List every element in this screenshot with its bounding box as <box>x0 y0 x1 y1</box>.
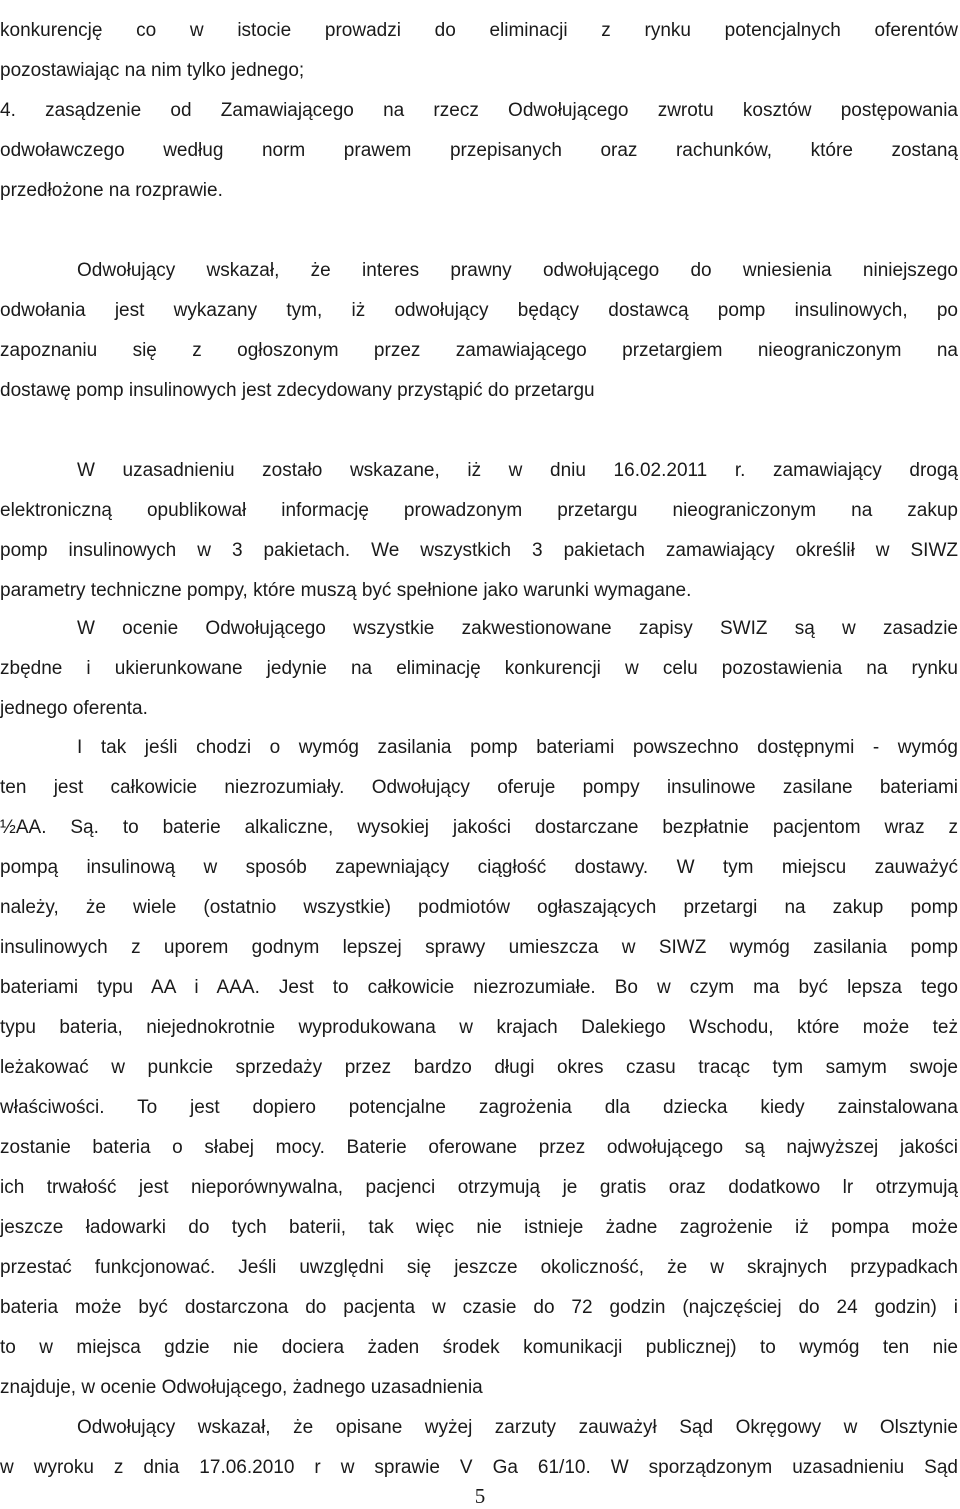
text-line: leżakować w punkcie sprzedaży przez bardzo długi okres czasu tracąc tym samym swoje <box>0 1057 958 1078</box>
text-line: ten jest całkowicie niezrozumiały. Odwołujący oferuje pompy insulinowe zasilane bateriami <box>0 777 958 798</box>
text-line: Odwołujący wskazał, że opisane wyżej zarzuty zauważył Sąd Okręgowy w Olsztynie <box>77 1417 958 1438</box>
text-line: 4. zasądzenie od Zamawiającego na rzecz Odwołującego zwrotu kosztów postępowania <box>0 100 958 121</box>
text-line: pozostawiając na nim tylko jednego; <box>0 60 305 81</box>
text-line: ich trwałość jest nieporównywalna, pacjenci otrzymują je gratis oraz dodatkowo lr otrzymują <box>0 1177 958 1198</box>
text-line: konkurencję co w istocie prowadzi do eliminacji z rynku potencjalnych oferentów <box>0 20 958 41</box>
text-line: insulinowych z uporem godnym lepszej sprawy umieszcza w SIWZ wymóg zasilania pomp <box>0 937 958 958</box>
text-line: zbędne i ukierunkowane jedynie na eliminację konkurencji w celu pozostawienia na rynku <box>0 658 958 679</box>
text-line: bateria może być dostarczona do pacjenta w czasie do 72 godzin (najczęściej do 24 godzin) i <box>0 1297 958 1318</box>
text-line: jeszcze ładowarki do tych baterii, tak więc nie istnieje żadne zagrożenie iż pompa może <box>0 1217 958 1238</box>
page-number: 5 <box>474 1484 486 1508</box>
text-line: znajduje, w ocenie Odwołującego, żadnego uzasadnienia <box>0 1377 483 1398</box>
text-line: odwołania jest wykazany tym, iż odwołujący będący dostawcą pomp insulinowych, po <box>0 300 958 321</box>
text-line: pomp insulinowych w 3 pakietach. We wszystkich 3 pakietach zamawiający określił w SIWZ <box>0 540 958 561</box>
text-line: zapoznaniu się z ogłoszonym przez zamawiającego przetargiem nieograniczonym na <box>0 340 958 361</box>
text-line: przestać funkcjonować. Jeśli uwzględni się jeszcze okoliczność, że w skrajnych przypadkach <box>0 1257 958 1278</box>
text-line: bateriami typu AA i AAA. Jest to całkowicie niezrozumiałe. Bo w czym ma być lepsza tego <box>0 977 958 998</box>
text-line: typu bateria, niejednokrotnie wyprodukowana w krajach Dalekiego Wschodu, które może też <box>0 1017 958 1038</box>
text-line: dostawę pomp insulinowych jest zdecydowany przystąpić do przetargu <box>0 380 595 401</box>
text-line: właściwości. To jest dopiero potencjalne zagrożenia dla dziecka kiedy zainstalowana <box>0 1097 958 1118</box>
text-line: w wyroku z dnia 17.06.2010 r w sprawie V Ga 61/10. W sporządzonym uzasadnieniu Sąd <box>0 1457 958 1478</box>
text-line: elektroniczną opublikował informację prowadzonym przetargu nieograniczonym na zakup <box>0 500 958 521</box>
text-line: W uzasadnieniu zostało wskazane, iż w dniu 16.02.2011 r. zamawiający drogą <box>77 460 958 481</box>
text-line: należy, że wiele (ostatnio wszystkie) podmiotów ogłaszających przetargi na zakup pomp <box>0 897 958 918</box>
text-line: I tak jeśli chodzi o wymóg zasilania pomp bateriami powszechno dostępnymi - wymóg <box>77 737 958 758</box>
text-line: to w miejsca gdzie nie dociera żaden środek komunikacji publicznej) to wymóg ten nie <box>0 1337 958 1358</box>
text-line: Odwołujący wskazał, że interes prawny odwołującego do wniesienia niniejszego <box>77 260 958 281</box>
text-line: przedłożone na rozprawie. <box>0 180 223 201</box>
text-line: zostanie bateria o słabej mocy. Baterie oferowane przez odwołującego są najwyższej jakości <box>0 1137 958 1158</box>
text-line: pompą insulinową w sposób zapewniający ciągłość dostawy. W tym miejscu zauważyć <box>0 857 958 878</box>
text-line: ½AA. Są. to baterie alkaliczne, wysokiej jakości dostarczane bezpłatnie pacjentom wraz z <box>0 817 958 838</box>
text-line: W ocenie Odwołującego wszystkie zakwestionowane zapisy SWIZ są w zasadzie <box>77 618 958 639</box>
text-line: odwoławczego według norm prawem przepisanych oraz rachunków, które zostaną <box>0 140 958 161</box>
text-line: jednego oferenta. <box>0 698 148 719</box>
text-line: parametry techniczne pompy, które muszą być spełnione jako warunki wymagane. <box>0 580 692 601</box>
